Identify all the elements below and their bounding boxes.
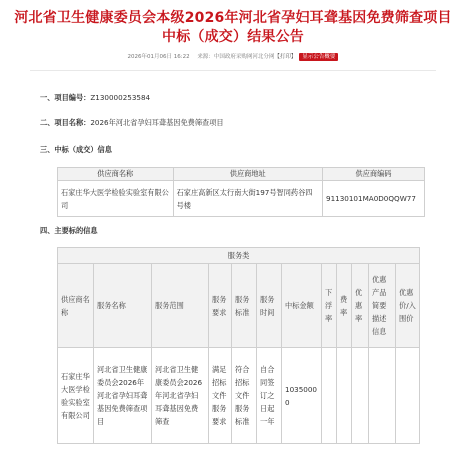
supplier-table-header-code: 供应商编码 (323, 168, 425, 181)
source-text: 来源：中国政府采购网河北分网 (197, 54, 275, 60)
item-preferential-price-cell (396, 348, 420, 444)
item-requirement-cell: 满足招标文件服务要求 (209, 348, 232, 444)
item-supplier-cell: 石家庄华大医学检验实验室有限公司 (58, 348, 94, 444)
announcement-meta (0, 53, 466, 62)
publish-date: 2026年01月06日 16:22 (127, 54, 190, 60)
supplier-table-header-address: 供应商地址 (173, 168, 322, 181)
item-table (57, 247, 420, 444)
item-header-preferential-rate: 优惠率 (352, 264, 369, 348)
item-header-service-name: 服务名称 (94, 264, 152, 348)
project-number-label: 一、项目编号： (40, 93, 91, 102)
item-header-fee-rate: 费率 (337, 264, 352, 348)
table-row (58, 348, 420, 444)
project-number-line (40, 93, 150, 103)
main-items-heading: 四、主要标的信息 (40, 226, 98, 235)
item-preferential-desc-cell (369, 348, 396, 444)
item-header-supplier: 供应商名称 (58, 264, 94, 348)
item-header-discount-rate: 下浮率 (322, 264, 337, 348)
item-fee-rate-cell (337, 348, 352, 444)
show-summary-button[interactable]: 显示公告概要 (299, 53, 338, 61)
item-header-requirement: 服务要求 (209, 264, 232, 348)
item-header-time: 服务时间 (257, 264, 282, 348)
header-divider (30, 70, 436, 71)
item-header-scope: 服务范围 (152, 264, 209, 348)
page-title: 河北省卫生健康委员会本级2026年河北省孕妇耳聋基因免费筛查项目中标（成交）结果公告 (14, 10, 452, 45)
project-number-value: Z130000253584 (90, 93, 151, 102)
item-header-amount: 中标金额 (282, 264, 322, 348)
project-name-label: 二、项目名称： (40, 118, 91, 127)
project-name-line (40, 118, 224, 128)
supplier-name-cell: 石家庄华大医学检验实验室有限公司 (58, 181, 174, 217)
item-category: 服务类 (58, 248, 420, 264)
item-service-name-cell: 河北省卫生健康委员会2026年河北省孕妇耳聋基因免费筛查项目 (94, 348, 152, 444)
item-preferential-rate-cell (352, 348, 369, 444)
table-row (58, 181, 425, 217)
print-link[interactable]: 【打印】 (274, 54, 297, 60)
item-scope-cell: 河北省卫生健康委员会2026年河北省孕妇耳聋基因免费筛查 (152, 348, 209, 444)
item-header-standard: 服务标准 (232, 264, 257, 348)
winner-info-heading: 三、中标（成交）信息 (40, 145, 112, 154)
supplier-code-cell: 91130101MA0D0QQW77 (323, 181, 425, 217)
item-discount-rate-cell (322, 348, 337, 444)
supplier-table (57, 167, 425, 217)
item-time-cell: 自合同签订之日起一年 (257, 348, 282, 444)
supplier-address-cell: 石家庄高新区太行南大街197号智同药谷四号楼 (173, 181, 322, 217)
supplier-table-header-name: 供应商名称 (58, 168, 174, 181)
item-amount-cell: 10350000 (282, 348, 322, 444)
item-standard-cell: 符合招标文件服务标准 (232, 348, 257, 444)
item-header-preferential-desc: 优惠产品简要描述信息 (369, 264, 396, 348)
project-name-value: 2026年河北省孕妇耳聋基因免费筛查项目 (90, 118, 224, 127)
item-header-preferential-price: 优惠价/入围价 (396, 264, 420, 348)
